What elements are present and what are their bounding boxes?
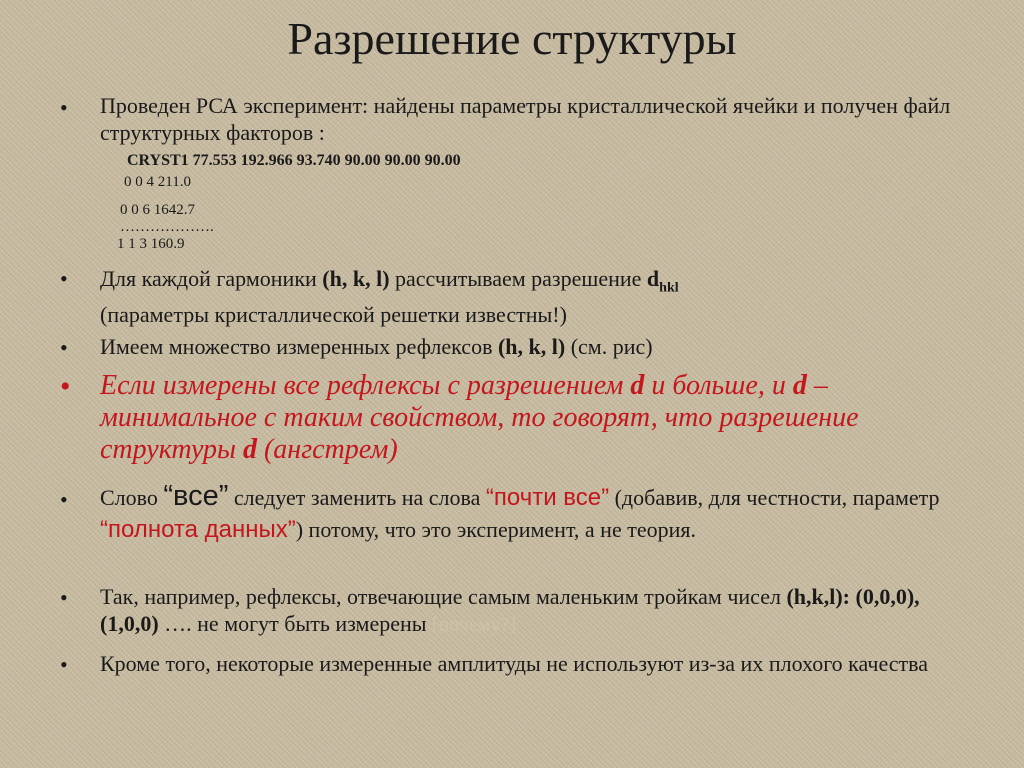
bullet-4-text (100, 370, 980, 466)
bullet-7-text: Кроме того, некоторые измеренные амплитуды не используют из-за их плохого качества (100, 651, 929, 676)
bullet-5-t4: ) потому, что это эксперимент, а не теория. (295, 517, 696, 542)
bullet-6-t1: Так, например, рефлексы, отвечающие самым маленьким тройкам чисел (100, 584, 787, 609)
bullet-6-t2: …. не могут быть измерены (158, 611, 433, 636)
d-symbol: d (646, 266, 660, 291)
slide-title: Разрешение структуры (287, 13, 737, 64)
bullet-5-t2: следует заменить на слова (228, 485, 486, 510)
d-symbol: d (630, 370, 645, 401)
bullet-3-pre: Имеем множество измеренных рефлексов (100, 334, 498, 359)
bullet-4-t3: – минимальное с таким свойством, то говорят, что разрешение структуры (100, 370, 859, 465)
bullet-marker: • (60, 95, 68, 120)
bullet-4-t1: Если измерены все рефлексы с разрешением (100, 370, 631, 401)
bullet-marker: • (60, 652, 68, 677)
hkl-subscript: hkl (659, 280, 679, 296)
quote-pochti-vse: “почти все” (485, 484, 610, 511)
bullet-5-t3: (добавив, для честности, параметр (609, 485, 940, 510)
bullet-marker: • (60, 335, 68, 360)
bullet-5-text (100, 480, 980, 546)
hkl-notation: (h, k, l) (322, 266, 390, 291)
bullet-3-post: (см. рис) (565, 334, 653, 359)
bullet-marker: • (60, 487, 68, 512)
bullet-marker: • (60, 585, 68, 610)
bullet-5-t1: Слово (100, 485, 164, 510)
structure-factor-row-3: 1 1 3 160.9 (117, 236, 185, 252)
structure-factor-row-1: 0 0 4 211.0 (124, 174, 191, 190)
quote-polnota-dannyh: “полнота данных” (100, 516, 296, 543)
d-symbol: d (792, 370, 807, 401)
bullet-marker: • (60, 266, 68, 291)
hkl-notation: (h, k, l) (497, 334, 566, 359)
bullet-2-text (100, 265, 980, 328)
bullet-2-pre: Для каждой гармоники (100, 266, 323, 291)
bullet-6-text (100, 583, 980, 639)
hkl-examples: (h,k,l): (0,0,0), (1,0,0) (100, 584, 920, 636)
bullet-marker: • (60, 370, 71, 403)
bullet-2-line2: (параметры кристаллической решетки известны!) (100, 302, 567, 328)
why-hint: [почему?] (432, 614, 517, 636)
d-symbol: d (242, 434, 257, 465)
cryst1-line: CRYST1 77.553 192.966 93.740 90.00 90.00 90.00 (127, 152, 461, 169)
structure-factor-row-2: 0 0 6 1642.7 (120, 202, 195, 218)
quote-vse: “все” (163, 480, 229, 512)
bullet-3-text (100, 333, 980, 360)
bullet-1-text: Проведен РСА эксперимент: найдены параметры кристаллической ячейки и получен файл структурных факторов : (100, 93, 951, 145)
bullet-4-t2: и больше, и (644, 370, 793, 401)
structure-factor-ellipsis: ………………. (120, 219, 214, 235)
bullet-2-mid: рассчитываем разрешение (389, 266, 647, 291)
bullet-4-t4: (ангстрем) (256, 434, 398, 465)
